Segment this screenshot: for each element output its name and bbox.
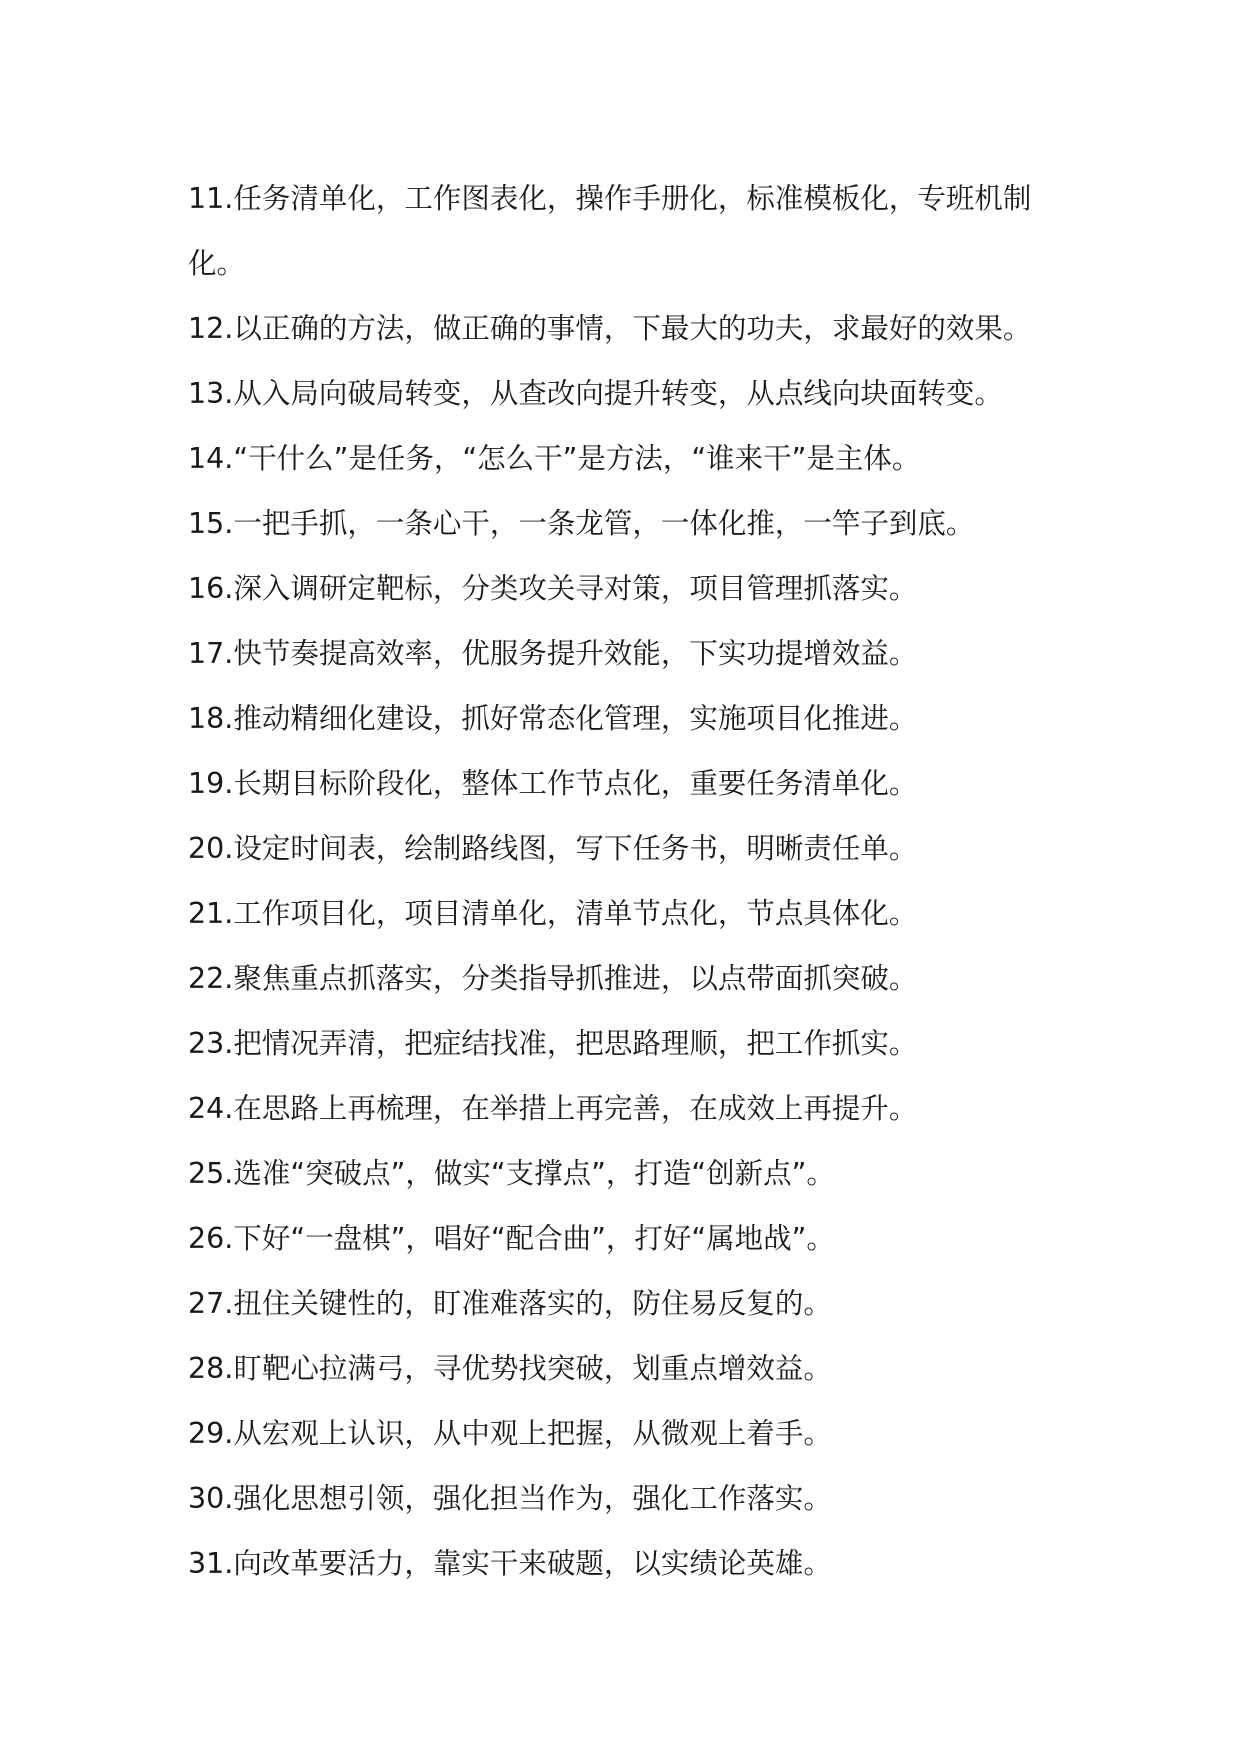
text-line-16: 16.深入调研定靶标，分类攻关寻对策，项目管理抓落实。 — [188, 572, 918, 605]
text-line-28: 28.盯靶心拉满弓，寻优势找突破，划重点增效益。 — [188, 1352, 832, 1385]
text-line-23: 23.把情况弄清，把症结找准，把思路理顺，把工作抓实。 — [188, 1027, 918, 1060]
text-line-11-continued: 化。 — [188, 247, 246, 280]
text-line-26: 26.下好“一盘棋”，唱好“配合曲”，打好“属地战”。 — [188, 1222, 835, 1255]
text-line-30: 30.强化思想引领，强化担当作为，强化工作落实。 — [188, 1482, 832, 1515]
text-line-21: 21.工作项目化，项目清单化，清单节点化，节点具体化。 — [188, 897, 918, 930]
text-line-19: 19.长期目标阶段化，整体工作节点化，重要任务清单化。 — [188, 767, 918, 800]
text-line-24: 24.在思路上再梳理，在举措上再完善，在成效上再提升。 — [188, 1092, 918, 1125]
text-line-18: 18.推动精细化建设，抓好常态化管理，实施项目化推进。 — [188, 702, 918, 735]
text-line-20: 20.设定时间表，绘制路线图，写下任务书，明晰责任单。 — [188, 832, 918, 865]
text-line-17: 17.快节奏提高效率，优服务提升效能，下实功提增效益。 — [188, 637, 918, 670]
text-line-25: 25.选准“突破点”，做实“支撑点”，打造“创新点”。 — [188, 1157, 835, 1190]
text-line-22: 22.聚焦重点抓落实，分类指导抓推进，以点带面抓突破。 — [188, 962, 918, 995]
text-line-31: 31.向改革要活力，靠实干来破题，以实绩论英雄。 — [188, 1547, 832, 1580]
text-line-12: 12.以正确的方法，做正确的事情，下最大的功夫，求最好的效果。 — [188, 312, 1032, 345]
text-line-11: 11.任务清单化，工作图表化，操作手册化，标准模板化，专班机制 — [188, 182, 1032, 215]
text-line-14: 14.“干什么”是任务，“怎么干”是方法，“谁来干”是主体。 — [188, 442, 921, 475]
text-line-29: 29.从宏观上认识，从中观上把握，从微观上着手。 — [188, 1417, 832, 1450]
text-line-13: 13.从入局向破局转变，从查改向提升转变，从点线向块面转变。 — [188, 377, 1003, 410]
text-line-15: 15.一把手抓，一条心干，一条龙管，一体化推，一竿子到底。 — [188, 507, 975, 540]
document-body — [188, 166, 1068, 1596]
text-line-27: 27.扭住关键性的，盯准难落实的，防住易反复的。 — [188, 1287, 832, 1320]
